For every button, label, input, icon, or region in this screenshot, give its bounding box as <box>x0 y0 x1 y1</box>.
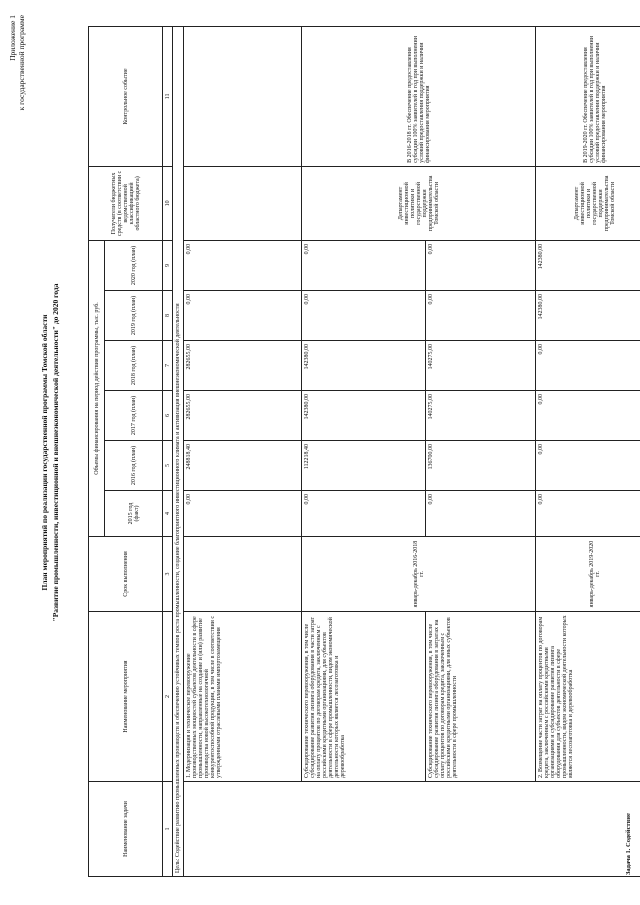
value-2015: 0,00 <box>302 491 426 537</box>
value-2020: 0,00 <box>302 240 426 290</box>
column-number: 10 <box>163 166 173 240</box>
column-number: 2 <box>163 612 173 782</box>
appendix-line-1: Приложение 1 <box>8 15 17 61</box>
appendix-note <box>9 15 26 305</box>
appendix-line-2: к государственной программе <box>16 15 26 111</box>
plan-title-line-2: "Развитие промышленности, инвестиционной и внешнеэкономической деятельности" до 2020 года <box>51 283 60 622</box>
task-label: Задача 1. Содействие <box>625 813 632 875</box>
value-2015: 0,00 <box>536 491 640 537</box>
header-year-2020: 2020 год (план) <box>105 240 163 290</box>
header-term: Срок выполнения <box>89 537 163 612</box>
header-task: Наименование задачи <box>89 782 163 877</box>
value-2016: 0,00 <box>536 441 640 491</box>
activity-cell: Субсидирование технического перевооружения, в том числе субсидирование развития лизинга оборудования в затратах на оплату процентов по договорам кредита, заключенным с российскими кредитными организациями, для иных субъектов деятельности в сфере промышленности <box>426 612 536 782</box>
header-year-2016: 2016 год (план) <box>105 441 163 491</box>
column-number: 5 <box>163 441 173 491</box>
table-row <box>184 26 302 876</box>
column-number: 3 <box>163 537 173 612</box>
goal-row: Цель: Содействие развитию промышленных производств и обеспечению устойчивых темпов роста промышленности, создание благоприятного инвестиционного климата и активизация внешнеэкономической деятельности <box>173 26 184 876</box>
value-2018: 142380,00 <box>302 341 426 391</box>
column-number: 4 <box>163 491 173 537</box>
value-2017: 140275,00 <box>426 391 536 441</box>
term-cell: январь-декабрь 2016-2018 гг. <box>302 537 536 612</box>
header-recipient: Получатели бюджетных средств (в соответствии с ведомственной классификацией областного бюджета) <box>89 166 163 240</box>
activity-cell: 1. Модернизация и техническое перевооружение производственных мощностей субъектов деятельности в сфере промышленности, направленные на создание и (или) развитие производства новой высокотехнологичной конкурентоспособной продукции, в том числе в соответствии с утвержденными отраслевыми планами импортозамещения <box>184 612 302 782</box>
value-2020: 0,00 <box>426 240 536 290</box>
value-2020: 142380,00 <box>536 240 640 290</box>
header-year-2019: 2019 год (план) <box>105 291 163 341</box>
value-2019: 0,00 <box>426 291 536 341</box>
header-year-2018: 2018 год (план) <box>105 341 163 391</box>
table-row <box>536 26 640 876</box>
plan-title-line-1: План мероприятий по реализации государственной программы Томской области <box>40 314 49 591</box>
value-2020: 0,00 <box>184 240 302 290</box>
event-cell: В 2016-2018 гг. Обеспечение предоставления субсидии 100% заявителей в год при выполнении условий предоставления поддержки и наличии финансирования мероприятия <box>302 26 536 166</box>
header-year-2017: 2017 год (план) <box>105 391 163 441</box>
value-2018: 0,00 <box>536 341 640 391</box>
value-2016: 136700,00 <box>426 441 536 491</box>
plan-table <box>88 26 640 877</box>
value-2017: 282655,00 <box>184 391 302 441</box>
column-number: 8 <box>163 291 173 341</box>
header-activity: Наименование мероприятия <box>89 612 163 782</box>
value-2017: 142380,00 <box>302 391 426 441</box>
column-number: 7 <box>163 341 173 391</box>
activity-cell: Субсидирование технического перевооружения, в том числе субсидирование развития лизинга оборудования в части затрат на оплату процентов по договорам кредита, заключенным с российскими кредитными организациями, для субъектов деятельности в сфере промышленности, видом экономической деятельности которых является лесозаготовка и деревообработка <box>302 612 426 782</box>
recipient-cell <box>184 166 302 240</box>
term-cell: январь-декабрь 2019-2020 гг. <box>536 537 640 612</box>
column-number: 1 <box>163 782 173 877</box>
value-2015: 0,00 <box>184 491 302 537</box>
value-2019: 0,00 <box>302 291 426 341</box>
value-2018: 282655,00 <box>184 341 302 391</box>
column-number: 9 <box>163 240 173 290</box>
header-year-2015: 2015 год (факт) <box>105 491 163 537</box>
event-cell: В 2019-2020 гг. Обеспечение предоставления субсидии 100% заявителей в год при выполнении условий предоставления поддержки и наличии финансирования мероприятия <box>536 26 640 166</box>
recipient-cell: Департамент инвестиционной политики и государственной поддержки предпринимательства Томской области <box>302 166 536 240</box>
value-2016: 112218,40 <box>302 441 426 491</box>
term-cell <box>184 537 302 612</box>
recipient-cell: Департамент инвестиционной политики и государственной поддержки предпринимательства Томской области <box>536 166 640 240</box>
event-cell <box>184 26 302 166</box>
task-cell <box>184 782 640 877</box>
value-2015: 0,00 <box>426 491 536 537</box>
column-number: 6 <box>163 391 173 441</box>
activity-cell: 2. Возмещение части затрат на оплату процентов по договорам кредита, заключенным с российскими кредитными организациями и субсидирование развития лизинга оборудования для субъектов деятельности в сфере промышленности, видом экономической деятельности которых является лесозаготовка и деревообработка <box>536 612 640 782</box>
header-event: Контрольное событие <box>89 26 163 166</box>
column-number: 11 <box>163 26 173 166</box>
table-row <box>302 26 426 876</box>
value-2019: 142380,00 <box>536 291 640 341</box>
value-2019: 0,00 <box>184 291 302 341</box>
value-2016: 248818,40 <box>184 441 302 491</box>
value-2018: 140275,00 <box>426 341 536 391</box>
value-2017: 0,00 <box>536 391 640 441</box>
header-funding: Объемы финансирования на период действия программы, тыс. руб. <box>89 240 105 536</box>
